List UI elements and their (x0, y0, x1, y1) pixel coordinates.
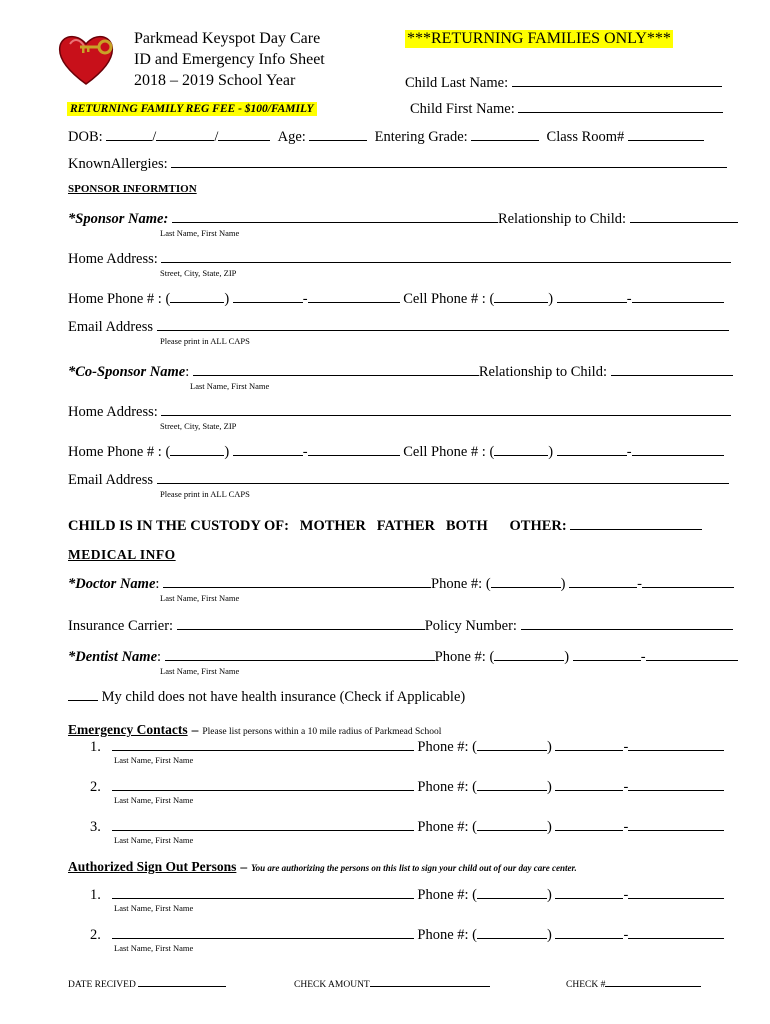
doctor-name-field[interactable] (163, 575, 431, 588)
custody-mother-option[interactable]: MOTHER (299, 518, 366, 534)
custody-father-option[interactable]: FATHER (376, 518, 435, 534)
authorized-name-field-1[interactable] (112, 886, 414, 899)
authorized-phone-line-2[interactable] (628, 926, 724, 939)
dob-year-field[interactable] (218, 128, 270, 141)
check-number-label: CHECK # (566, 980, 606, 990)
check-amount-label: CHECK AMOUNT (294, 980, 370, 990)
cosponsor-address-hint: Street, City, State, ZIP (160, 421, 237, 431)
dentist-name-label: *Dentist Name (68, 649, 158, 665)
dentist-phone-label: Phone #: (434, 649, 486, 665)
authorized-dash: – (240, 859, 248, 874)
cosponsor-name-label: *Co-Sponsor Name (68, 364, 186, 380)
emergency-title: Emergency Contacts (68, 722, 188, 737)
sponsor-name-label: *Sponsor Name: (68, 211, 169, 227)
cosponsor-cell-phone-line[interactable] (632, 443, 724, 456)
sponsor-home-phone-label: Home Phone # : (68, 291, 162, 307)
authorized-phone-label-1: Phone #: (417, 887, 469, 903)
returning-banner: ***RETURNING FAMILIES ONLY*** (407, 30, 671, 47)
sponsor-cell-phone-line[interactable] (632, 290, 724, 303)
heart-key-logo (56, 30, 116, 88)
doctor-phone-area[interactable] (491, 575, 561, 588)
cosponsor-home-phone-label: Home Phone # : (68, 444, 162, 460)
authorized-phone-area-2[interactable] (477, 926, 547, 939)
no-insurance-label: My child does not have health insurance (Check if Applicable) (101, 689, 466, 705)
emergency-num-2: 2. (90, 779, 101, 795)
authorized-num-1: 1. (90, 887, 101, 903)
sponsor-name-hint: Last Name, First Name (160, 228, 240, 238)
sponsor-cell-phone-area[interactable] (494, 290, 548, 303)
emergency-phone-label-3: Phone #: (417, 819, 469, 835)
check-number-field[interactable] (605, 977, 701, 987)
policy-field[interactable] (521, 617, 733, 630)
insurance-label: Insurance Carrier: (68, 618, 174, 634)
age-field[interactable] (309, 128, 367, 141)
sponsor-home-phone-line[interactable] (308, 290, 400, 303)
check-amount-field[interactable] (370, 977, 490, 987)
authorized-note: You are authorizing the persons on this list to sign your child out of our day care center. (251, 863, 577, 873)
emergency-phone-line-3[interactable] (628, 818, 724, 831)
cosponsor-cell-phone-label: Cell Phone # : (403, 444, 486, 460)
sponsor-home-phone-prefix[interactable] (233, 290, 303, 303)
authorized-hint-2: Last Name, First Name (114, 943, 194, 953)
grade-field[interactable] (471, 128, 539, 141)
cosponsor-cell-phone-area[interactable] (494, 443, 548, 456)
dob-month-field[interactable] (106, 128, 152, 141)
emergency-phone-prefix-1[interactable] (555, 738, 623, 751)
emergency-name-field-1[interactable] (112, 738, 414, 751)
insurance-field[interactable] (177, 617, 425, 630)
no-insurance-checkbox[interactable] (68, 688, 98, 701)
emergency-name-field-3[interactable] (112, 818, 414, 831)
sponsor-address-label: Home Address: (68, 251, 158, 267)
allergies-label: KnownAllergies: (68, 156, 168, 172)
cosponsor-cell-phone-prefix[interactable] (557, 443, 627, 456)
child-last-name-label: Child Last Name: (405, 75, 509, 91)
emergency-phone-prefix-3[interactable] (555, 818, 623, 831)
custody-other-field[interactable] (570, 517, 702, 530)
sponsor-relationship-label: Relationship to Child: (497, 211, 627, 227)
cosponsor-email-field[interactable] (157, 471, 729, 484)
doctor-phone-line[interactable] (642, 575, 734, 588)
policy-label: Policy Number: (424, 618, 517, 634)
authorized-phone-area-1[interactable] (477, 886, 547, 899)
sponsor-name-field[interactable] (172, 210, 498, 223)
emergency-num-1: 1. (90, 739, 101, 755)
emergency-dash: – (191, 722, 199, 737)
emergency-phone-label-1: Phone #: (417, 739, 469, 755)
doctor-name-label: *Doctor Name (68, 576, 156, 592)
school-year: 2018 – 2019 School Year (134, 72, 296, 89)
doctor-name-hint: Last Name, First Name (160, 593, 240, 603)
reg-fee: RETURNING FAMILY REG FEE - $100/FAMILY (67, 102, 317, 116)
emergency-phone-line-2[interactable] (628, 778, 724, 791)
doctor-phone-prefix[interactable] (569, 575, 637, 588)
sponsor-cell-phone-prefix[interactable] (557, 290, 627, 303)
cosponsor-name-hint: Last Name, First Name (190, 381, 270, 391)
dob-day-field[interactable] (156, 128, 214, 141)
classroom-label: Class Room# (546, 129, 625, 145)
emergency-name-field-2[interactable] (112, 778, 414, 791)
sponsor-relationship-field[interactable] (630, 210, 738, 223)
doctor-phone-label: Phone #: (431, 576, 483, 592)
cosponsor-relationship-label: Relationship to Child: (478, 364, 607, 380)
emergency-hint-3: Last Name, First Name (114, 835, 194, 845)
grade-label: Entering Grade: (374, 129, 468, 145)
dentist-phone-prefix[interactable] (573, 648, 641, 661)
medical-section-title: MEDICAL INFO (68, 547, 176, 562)
emergency-phone-area-1[interactable] (477, 738, 547, 751)
authorized-title: Authorized Sign Out Persons (68, 859, 237, 874)
date-received-field[interactable] (138, 977, 226, 987)
dentist-phone-line[interactable] (646, 648, 738, 661)
authorized-name-field-2[interactable] (112, 926, 414, 939)
cosponsor-home-phone-area[interactable] (170, 443, 224, 456)
custody-other-option[interactable]: OTHER: (509, 518, 567, 534)
emergency-phone-area-3[interactable] (477, 818, 547, 831)
cosponsor-relationship-field[interactable] (611, 363, 733, 376)
child-first-name-label: Child First Name: (410, 101, 515, 117)
cosponsor-home-phone-line[interactable] (308, 443, 400, 456)
cosponsor-name-field[interactable] (193, 363, 479, 376)
cosponsor-home-phone-prefix[interactable] (233, 443, 303, 456)
cosponsor-email-label: Email Address (68, 472, 153, 488)
cosponsor-address-field[interactable] (161, 403, 731, 416)
custody-both-option[interactable]: BOTH (445, 518, 488, 534)
sponsor-email-hint: Please print in ALL CAPS (160, 336, 250, 346)
allergies-field[interactable] (171, 155, 727, 168)
emergency-phone-area-2[interactable] (477, 778, 547, 791)
authorized-num-2: 2. (90, 927, 101, 943)
emergency-phone-label-2: Phone #: (417, 779, 469, 795)
authorized-hint-1: Last Name, First Name (114, 903, 194, 913)
emergency-note: Please list persons within a 10 mile radius of Parkmead School (202, 727, 442, 737)
dentist-phone-area[interactable] (494, 648, 564, 661)
emergency-phone-line-1[interactable] (628, 738, 724, 751)
sponsor-cell-phone-label: Cell Phone # : (403, 291, 486, 307)
sponsor-email-field[interactable] (157, 318, 729, 331)
child-first-name-field[interactable] (518, 100, 723, 113)
dentist-name-hint: Last Name, First Name (160, 666, 240, 676)
sponsor-home-phone-area[interactable] (170, 290, 224, 303)
date-received-label: DATE RECIVED (68, 980, 136, 990)
classroom-field[interactable] (628, 128, 704, 141)
cosponsor-email-hint: Please print in ALL CAPS (160, 489, 250, 499)
age-label: Age: (277, 129, 306, 145)
dentist-name-field[interactable] (165, 648, 435, 661)
emergency-phone-prefix-2[interactable] (555, 778, 623, 791)
school-name: Parkmead Keyspot Day Care (134, 30, 321, 47)
authorized-phone-label-2: Phone #: (417, 927, 469, 943)
emergency-hint-1: Last Name, First Name (114, 755, 194, 765)
dob-label: DOB: (68, 129, 103, 145)
custody-label: CHILD IS IN THE CUSTODY OF: (68, 518, 289, 534)
child-last-name-field[interactable] (512, 74, 722, 87)
emergency-num-3: 3. (90, 819, 101, 835)
authorized-phone-prefix-1[interactable] (555, 886, 623, 899)
sponsor-section-title: SPONSOR INFORMTION (68, 183, 197, 195)
cosponsor-address-label: Home Address: (68, 404, 158, 420)
authorized-phone-prefix-2[interactable] (555, 926, 623, 939)
sponsor-address-hint: Street, City, State, ZIP (160, 268, 237, 278)
sponsor-address-field[interactable] (161, 250, 731, 263)
emergency-hint-2: Last Name, First Name (114, 795, 194, 805)
authorized-phone-line-1[interactable] (628, 886, 724, 899)
sponsor-email-label: Email Address (68, 319, 153, 335)
form-name: ID and Emergency Info Sheet (134, 51, 325, 68)
